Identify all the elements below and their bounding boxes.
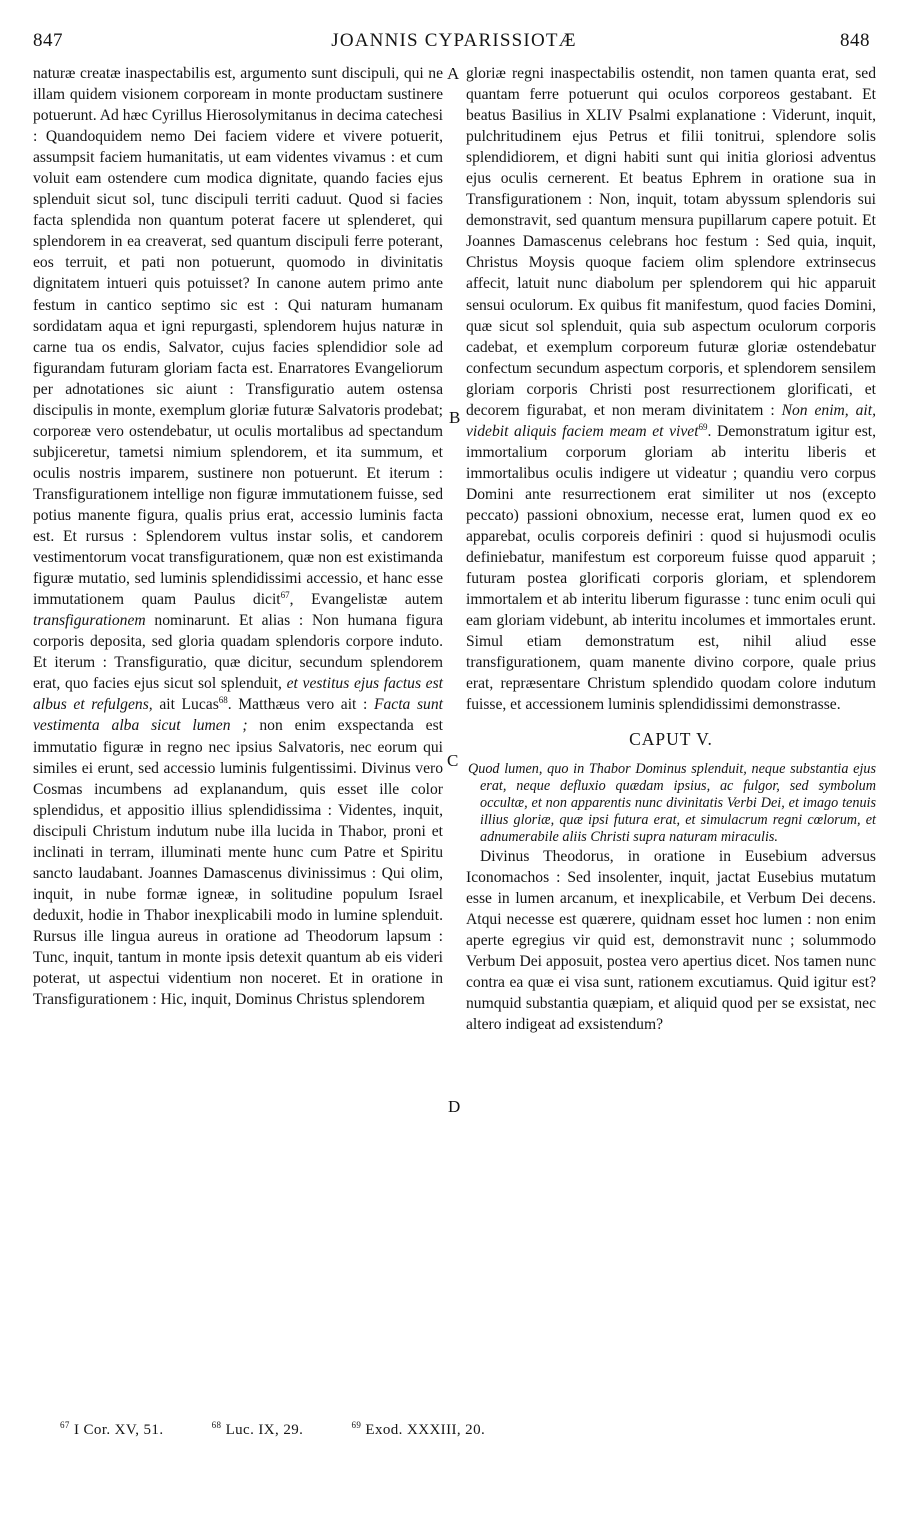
margin-marker-c: C: [447, 751, 459, 770]
italic-run: videbit aliquis faciem meam et vivet: [466, 422, 699, 440]
footnote-number: 67: [60, 1420, 70, 1430]
italic-run: Facta sunt vestimenta alba sicut lumen ;: [33, 696, 443, 735]
footnote-ref: 67: [280, 589, 290, 600]
text-run: non enim exspectanda est immutatio figuræ in regno nec ipsius Salvatoris, nec eorum qui similes ei erunt, sed accessio luminis fulgentissimi. Divinus vero Cosmas incumbens ad explanandum, quis esset ille color splendidus, et appositio illius splendidissima : Videntes, inquit, discipuli Christum indutum nube illa lucida in Thabor, proni et inclinati in terram, illuminati mente hunc cum Patre et Spiritu sancto laudabant. Joannes Damascenus divinissimus : Qui olim, inquit, in nube formæ igneæ, in solitudine populum Israel deduxit, hodie in Thabor inexplicabili modo in lumine splenduit. Rursus ille lingua aureus in oratione ad Theodorum lapsum : Tunc, inquit, tantum in monte ipsis detexit quantum ab eis videri poterat, ut aspectui videntium non noceret. Et in oratione in Transfigurationem : Hic, inquit, Dominus Christus splendorem: [33, 717, 443, 1009]
text-run: gloriæ regni inaspectabilis ostendit, non tamen quanta erat, sed quantam ferre potuerunt qui oculos corporeos gestabant. Et beatus Basilius in XLIV Psalmi explanatione : Viderunt, inquit, pulchritudinem ejus Petrus et filii tonitrui, splendore solis splendidiorem, et digni habiti sunt qui initia gloriosi adventus ejus oculis cernerent. Et beatus Ephrem in oratione sua in Transfigurationem : Non, inquit, totam abyssum splendoris sui demonstravit, sed quantum mensura pupillarum capere potuit. Et Joannes Damascenus celebrans hoc festum : Sed quia, inquit, Christus Moysis quoque faciem olim splendore extrinsecus affecit, latuit nunc diabolum per splendorem qui hic apparuit sensui oculorum. Ex quibus fit manifestum, quod facies Domini, quæ sicut sol splenduit, quia sub aspectum oculorum corporis cadebat, et exemplum corporeum futuræ gloriæ ostendebatur confectum secundum aspectum corporis, et splendorem sensilem gloriam corporis Christi post resurrectionem glorificati, et decorem figurabat, et non meram divinitatem :: [466, 65, 876, 419]
footnote: [351, 1422, 507, 1438]
footnote: [60, 1422, 185, 1438]
margin-marker-a: A: [447, 64, 460, 83]
footnote-text: Luc. IX, 29.: [225, 1422, 304, 1438]
footnote-number: 68: [211, 1420, 222, 1430]
left-column: [33, 63, 443, 1010]
margin-marker-b: B: [449, 408, 461, 427]
text-run: Evangelistæ autem: [311, 591, 443, 609]
chapter-heading: CAPUT V.: [629, 729, 713, 750]
footnote-number: 69: [351, 1420, 362, 1430]
right-column: [466, 63, 876, 1035]
summary-text: Quod lumen, quo in Thabor Dominus splenduit, neque substantia ejus erat, neque defluxio quædam ipsius, ac fulgor, sed symbolum occultæ, et non apparentis nunc divinitatis Verbi Dei, et imago tenuis illius gloriæ, quæ ipsi futura erat, et simulacrum regni cœlorum, et adnumerabile aliis Christi supra naturam miraculis.: [468, 760, 876, 845]
footnotes: [60, 1422, 880, 1439]
footnote: [212, 1422, 326, 1438]
left-page-number: 847: [33, 30, 63, 51]
italic-run: transfigurationem: [33, 612, 146, 630]
text-run: ait Lucas: [159, 696, 219, 714]
text-run: nominarunt. Et alias : Non humana figura corporis deposita, sed gloria quadam splendoris corpore induto. Et iterum : Transfiguratio, quæ dicitur, secundum splendorem erat, quo facies ejus sicut sol splenduit,: [33, 612, 443, 693]
right-column-body: Divinus Theodorus, in oratione in Eusebium adversus Iconomachos : Sed insolenter, inquit, jactat Eusebius mutatum esse in lumen arcanum, et inexplicabile, et Verbum Dei decens. Atqui necesse est quærere, quidnam esset hoc lumen : non enim aperte egregius vir quid est, demonstravit nunc ; solummodo Verbum Dei apposuit, postea vero apertius dicet. Nos tamen nunc contra ea quæ ei visa sunt, rationem excutiamus. Quid igitur est? numquid substantia quæpiam, et aliquid quod per se exsistat, nec altero indigeat ad exsistendum?: [466, 847, 876, 1033]
footnote-text: I Cor. XV, 51.: [73, 1422, 164, 1438]
page-header: [0, 30, 908, 60]
text-run: naturæ creatæ inaspectabilis est, argumento sunt discipuli, qui ne illam quidem visionem corpoream in monte productam sustinere potuerunt. Ad hæc Cyrillus Hierosolymitanus in decima catechesi : Quandoquidem nemo Dei faciem videre et vivere potuerit, assumpsit faciem humanitatis, ut eam videntes vivamus : et cum voluit eam ostendere cum modica dignitate, quando facies ejus splenduit sicut sol, tunc discipuli territi caduut. Quod si facies facta splendida non quantum poterat facere ut splenderet, qui splendorem in ea creaverat, sed quantum discipuli ferre poterant, eos terruit, et pati non potuerunt, quomodo in divinitatis dignitatem intueri quis potuisset? In canone autem primo ante festum in cantico septimo sic est : Qui naturam humanam sordidatam aqua et igni repurgasti, splendorem hujus naturæ in carne tua os endis, Salvator, cujus facies splendidior sole ad figurandam futuram gloriam facta est. Enarratores Evangeliorum per adnotationes sic aiunt : Transfiguratio autem ostensa discipulis in monte, exemplum gloriæ futuræ Salvatoris prodebat; corporeæ vero ostendebatur, ut oculis mortalibus ad spectandum subjiceretur, tametsi nimium splendorem, et ita summum, et oculis nostris imparem, sustinere non potuerunt. Et iterum : Transfigurationem intellige non figuræ immutationem fuisse, sed potius manente figura, qualis prius erat, accessio luminis facta est. Et rursus : Splendorem vultus instar solis, et candorem vestimentorum vocat transfigurationem, quæ non est existimanda figuræ mutatio, sed luminis splendidissimi accessio, et hanc esse immutationem quam Paulus dicit: [33, 65, 443, 609]
left-column-text: naturæ creatæ inaspectabilis est, argumento sunt discipuli, qui ne illam quidem visionem corpoream in monte productam sustinere potuerunt. Ad hæc Cyrillus Hierosolymitanus in decima catechesi : Quandoquidem nemo Dei faciem videre et vivere potuerit, assumpsit faciem humanitatis, ut eam videntes vivamus : et cum voluit eam ostendere cum modica dignitate, quando facies ejus splenduit sicut sol, tunc discipuli territi caduut. Quod si facies facta splendida non quantum poterat facere ut splenderet, qui splendorem in ea creaverat, sed quantum discipuli ferre poterant, eos terruit, et pati non potuerunt, quomodo in divinitatis dignitatem intueri quis potuisset? In canone autem primo ante festum in cantico septimo sic est : Qui naturam humanam sordidatam aqua et igni repurgasti, splendorem hujus naturæ in carne tua os endis, Salvator, cujus facies splendidior sole ad figurandam futuram gloriam facta est. Enarratores Evangeliorum per adnotationes sic aiunt : Transfiguratio autem ostensa discipulis in monte, exemplum gloriæ futuræ Salvatoris prodebat; corporeæ vero ostendebatur, ut oculis mortalibus ad spectandum subjiceretur, tametsi nimium splendorem, et ita summum, et oculis nostris imparem, sustinere non potuerunt. Et iterum : Transfigurationem intellige non figuræ immutationem fuisse, sed potius manente figura, qualis prius erat, accessio luminis facta est. Et rursus : Splendorem vultus instar solis, et candorem vestimentorum vocat transfigurationem, quæ non est existimanda figuræ mutatio, sed luminis splendidissimi accessio, et hanc esse immutationem quam Paulus dicit$^{67}$, Evangelistæ autem transfigurationem nominarunt. Et alias : Non humana figura corporis deposita, sed gloria quadam splendoris corpore induto. Et iterum : Transfiguratio, quæ dicitur, secundum splendorem erat, quo facies ejus sicut sol splenduit, et vestitus ejus factus est albus et refulgens, ait Lucas$^{68}$. Matthæus vero ait : Facta sunt vestimenta alba sicut lumen ; non enim exspectanda est immutatio figuræ in regno nec ipsius Salvatoris, nec eorum qui similes ei erunt, sed accessio luminis fulgentissimi. Divinus vero Cosmas incumbens ad explanandum, quis esset ille color splendidus, et appositio illius splendidissima : Videntes, inquit, discipuli Christum indutum nube illa lucida in Thabor, proni et inclinati in terram, illuminati mente hunc cum Patre et Spiritu sancto laudabant. Joannes Damascenus divinissimus : Qui olim, inquit, in nube formæ igneæ, in solitudine populum Israel deduxit, hodie in Thabor inexplicabili modo in lumine splenduit. Rursus ille lingua aureus in oratione ad Theodorum lapsum : Tunc, inquit, tantum in monte ipsis detexit quantum ab eis videri poterat, ut aspectui videntium non noceret. Et in oratione in Transfigurationem : Hic, inquit, Dominus Christus splendorem: [33, 65, 444, 1009]
footnote-ref: 68: [218, 695, 228, 706]
right-page-number: 848: [840, 30, 870, 51]
margin-marker-d: D: [448, 1097, 461, 1116]
italic-run: et vestitus ejus factus est albus et refulgens,: [33, 675, 444, 714]
text-run: . Matthæus vero ait :: [227, 696, 368, 714]
right-column-text: [466, 63, 876, 715]
footnote-ref: 69: [698, 421, 708, 432]
italic-run: Non enim, ait,: [781, 401, 876, 419]
chapter-summary: [466, 761, 876, 846]
running-title: JOANNIS CYPARISSIOTÆ: [331, 30, 577, 51]
text-run: . Demonstratum igitur est, immortalium corporum gloriam ab interitu liberis et immortalibus oculis indigere ut videatur ; quandiu vero corpus Domini ante resurrectionem erat similiter ut nos (excepto peccato) passioni obnoxium, necesse erat, lumen quod ex eo apparebat, oculis corporeis definiri : quod si hujusmodi oculis definiebatur, manifestum est corporeum fuisse quod apparuit ; futuram postea glorificati corporis gloriam, et splendorem immortalem et ab interitu liberum figurasse : tunc enim oculi qui eam gloriam videbunt, ab interitu incolumes et immortales erunt. Simul etiam demonstratum est, nihil aliud esse transfigurationem, quam manente divino corpore, quale prius erat, repræsentare Christum splendido quodam colore indutum fuisse, et accessionem luminis splendidissimi demonstrasse.: [466, 422, 877, 714]
footnote-text: Exod. XXXIII, 20.: [365, 1422, 486, 1438]
